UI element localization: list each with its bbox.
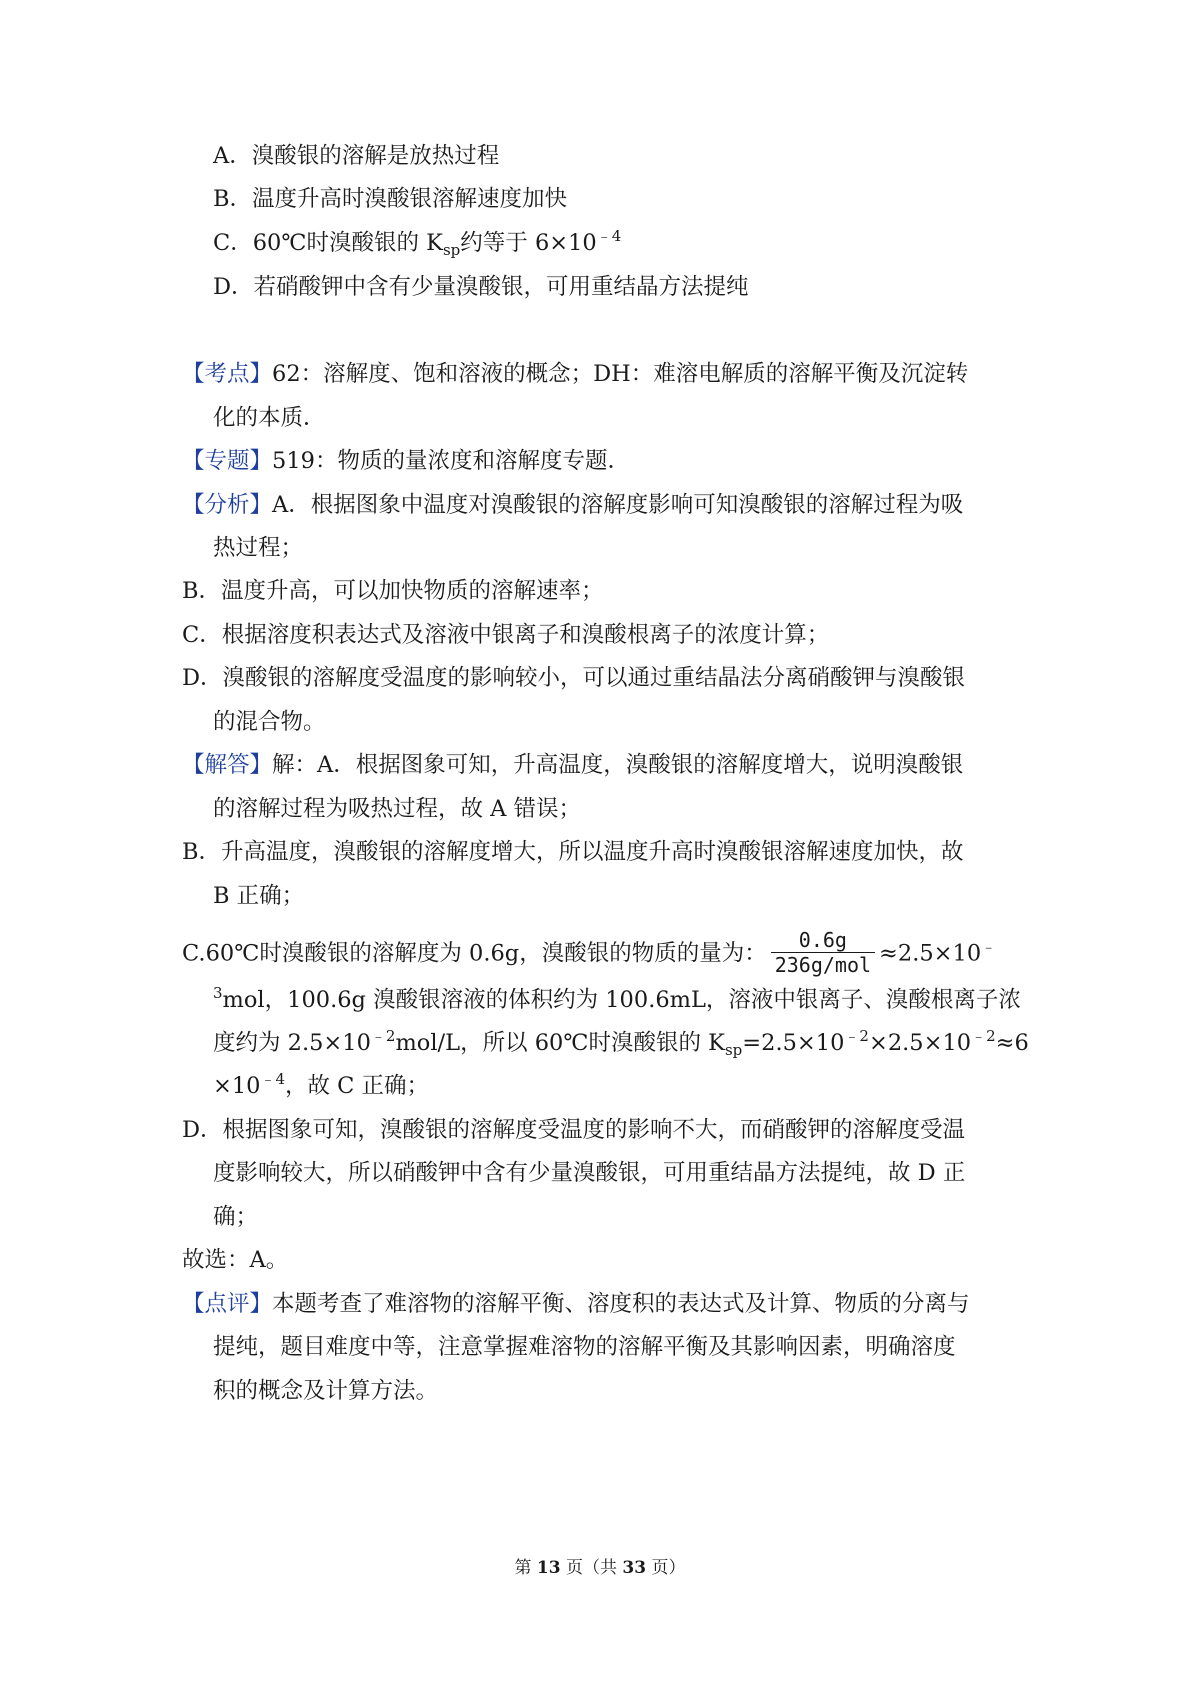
fenxi-tag: 【分析】: [182, 492, 273, 518]
kaodian-line-2: 化的本质．: [213, 405, 326, 431]
jieda-line-b2: B 正确；: [213, 883, 305, 909]
fenxi-line-a1: 【分析】A．根据图象中温度对溴酸银的溶解度影响可知溴酸银的溶解过程为吸: [182, 492, 964, 518]
jieda-tag: 【解答】: [182, 752, 273, 778]
total-page-count: 33: [622, 1558, 647, 1578]
current-page-number: 13: [536, 1558, 561, 1578]
page-footer: 第 13 页（共 33 页）: [514, 1558, 686, 1578]
zhuanti-line: 【专题】519：物质的量浓度和溶解度专题．: [182, 448, 630, 474]
fenxi-line-d2: 的混合物。: [213, 709, 326, 735]
jieda-line-c4: $\times 10^{﹣4}$，故 C 正确；: [213, 1070, 430, 1099]
jieda-line-c3: 度约为 $2.5\times 10^{﹣2}mol/L$，所以 60℃时溴酸银的 $K_{sp}=2.5\times 10^{﹣2}\times 2.5\times 10^{﹣2}\approx 6$: [213, 1027, 1029, 1059]
kaodian-tag: 【考点】: [182, 361, 273, 387]
moles-fraction: [771, 928, 875, 977]
option-a: A．溴酸银的溶解是放热过程: [213, 143, 500, 169]
zhuanti-tag: 【专题】: [182, 448, 273, 474]
dianping-line-3: 积的概念及计算方法。: [213, 1378, 439, 1404]
jieda-line-d1: D．根据图象可知，溴酸银的溶解度受温度的影响不大，而硝酸钾的溶解度受温: [182, 1117, 966, 1143]
fenxi-line-d1: D．溴酸银的溶解度受温度的影响较小，可以通过重结晶法分离硝酸钾与溴酸银: [182, 665, 966, 691]
fenxi-line-c: C．根据溶度积表达式及溶液中银离子和溴酸根离子的浓度计算；: [182, 622, 830, 648]
jieda-answer: 故选：A。: [182, 1247, 289, 1273]
fraction-denominator: 236g/mol: [771, 952, 875, 977]
dianping-line-2: 提纯，题目难度中等，注意掌握难溶物的溶解平衡及其影响因素，明确溶度: [213, 1334, 956, 1360]
option-b: B．温度升高时溴酸银溶解速度加快: [213, 186, 568, 212]
option-c: C．60℃时溴酸银的 $K_{sp}$约等于 $6\times 10^{﹣4}$: [213, 227, 622, 259]
jieda-line-a2: 的溶解过程为吸热过程，故 A 错误；: [213, 796, 582, 822]
dianping-line-1: 【点评】本题考查了难溶物的溶解平衡、溶度积的表达式及计算、物质的分离与: [182, 1291, 970, 1317]
fenxi-line-a2: 热过程；: [213, 535, 304, 561]
dianping-tag: 【点评】: [182, 1291, 273, 1317]
jieda-line-d2: 度影响较大，所以硝酸钾中含有少量溴酸银，可用重结晶方法提纯，故 D 正: [213, 1160, 966, 1186]
jieda-line-d3: 确；: [213, 1204, 259, 1230]
fraction-numerator: 0.6g: [798, 928, 847, 952]
jieda-line-c2: $^3$mol，100.6g 溴酸银溶液的体积约为 100.6mL，溶液中银离子、溴酸根离子浓: [213, 984, 1021, 1013]
option-d: D．若硝酸钾中含有少量溴酸银，可用重结晶方法提纯: [213, 274, 749, 300]
kaodian-line-1: 【考点】62：溶解度、饱和溶液的概念；DH：难溶电解质的溶解平衡及沉淀转: [182, 361, 969, 387]
jieda-line-b1: B．升高温度，溴酸银的溶解度增大，所以温度升高时溴酸银溶解速度加快，故: [182, 839, 964, 865]
jieda-line-c1: C.60℃时溴酸银的溶解度为 0.6g，溴酸银的物质的量为： $\frac{0.6g}{\text{236g/mol}}$ ≈2.5×10﹣: [182, 928, 997, 977]
jieda-line-a1: 【解答】解：A．根据图象可知，升高温度，溴酸银的溶解度增大，说明溴酸银: [182, 752, 964, 778]
fenxi-line-b: B．温度升高，可以加快物质的溶解速率；: [182, 578, 604, 604]
